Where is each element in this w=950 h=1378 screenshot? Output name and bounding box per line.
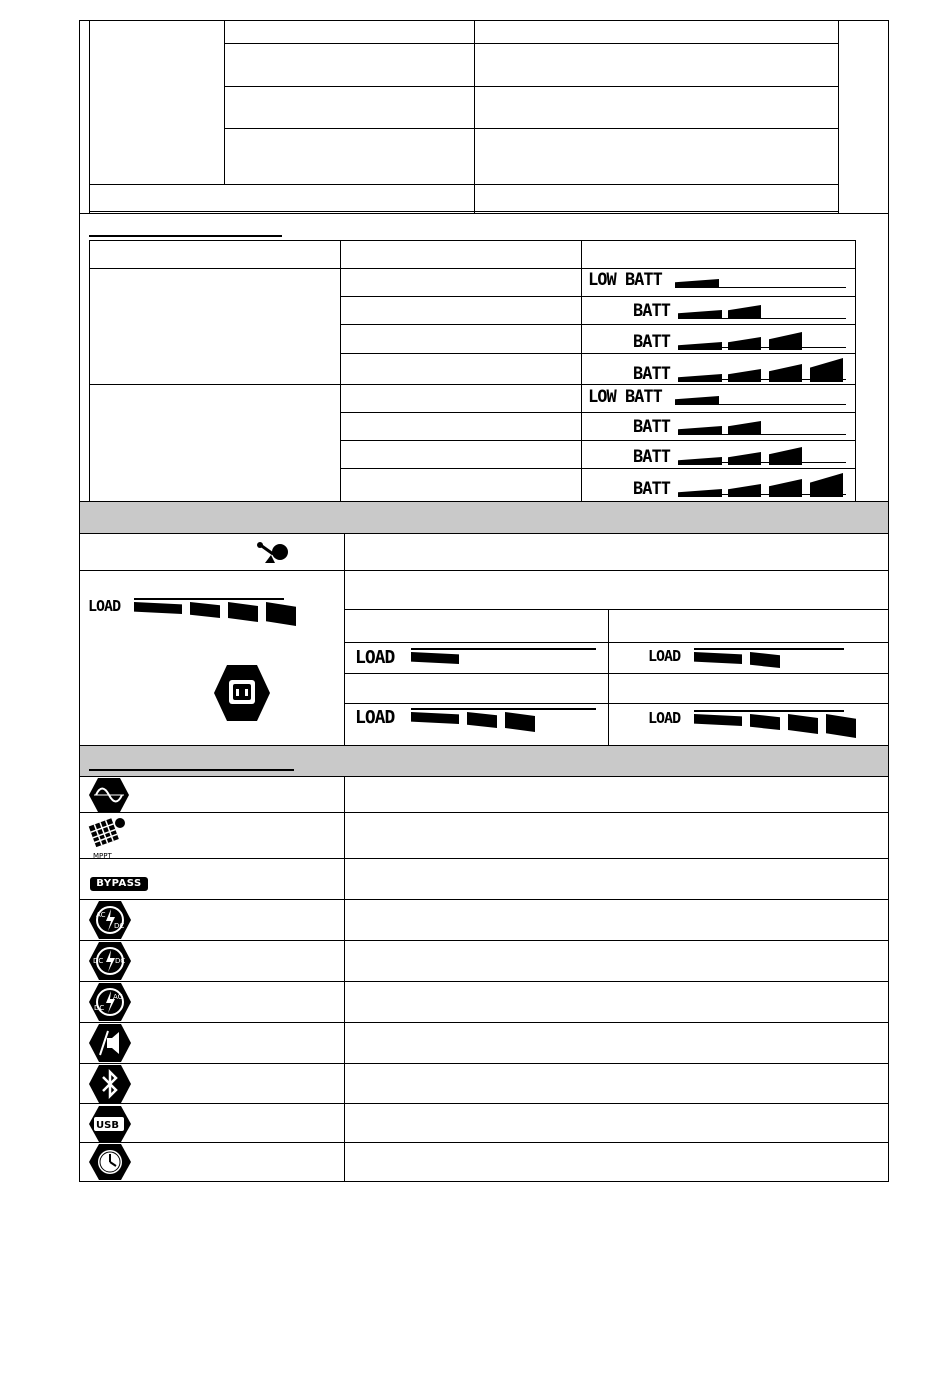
battery-indicator-label: BATT [633,417,670,437]
svg-text:DC: DC [94,1004,105,1012]
load-segment [694,714,742,726]
battery-segment [678,342,722,350]
battery-indicator-label: BATT [633,301,670,321]
battery-segment [678,489,722,497]
battery-segment [728,369,761,382]
battery-segment [678,374,722,382]
load-baseline [694,710,844,712]
load-level-3 [355,707,620,741]
usb-icon [88,1105,132,1143]
load-segment [228,602,258,622]
battery-indicator-label: BATT [633,364,670,384]
battery-segment [769,447,802,465]
load-segment [788,714,818,734]
load-baseline [411,708,596,710]
load-indicator-label: LOAD [88,597,121,615]
battery-level-indicator [583,387,853,415]
load-level-1 [355,647,620,681]
battery-indicator-label: LOW BATT [588,387,662,407]
battery-level-indicator [583,443,853,471]
svg-text:USB: USB [96,1120,119,1131]
bluetooth-icon [88,1064,132,1104]
load-main-indicator [88,597,318,631]
load-indicator-label: LOAD [355,647,395,668]
battery-indicator-label: LOW BATT [588,270,662,290]
load-indicator-label: LOAD [648,709,681,727]
battery-segment [728,421,761,434]
battery-segment [728,337,761,350]
load-segment [134,602,182,614]
solar-mppt-icon [86,813,132,859]
battery-level-indicator [583,270,853,298]
dc-to-dc-icon [88,941,132,981]
load-segment [411,712,459,724]
load-level-2 [648,647,878,681]
battery-segment [678,310,722,318]
svg-text:DC: DC [115,957,126,965]
battery-indicator-label: BATT [633,479,670,499]
battery-baseline [678,318,846,319]
load-baseline [134,598,284,600]
bypass-label: BYPASS [96,878,142,889]
ac-outlet-icon [213,663,271,723]
load-level-4 [648,709,878,743]
load-indicator-label: LOAD [648,647,681,665]
svg-text:DC: DC [93,957,104,965]
battery-level-indicator [583,299,853,327]
battery-segment [728,452,761,465]
battery-segment [769,364,802,382]
clock-icon [88,1143,132,1181]
battery-segment [769,332,802,350]
mute-icon [88,1023,132,1063]
battery-level-indicator [583,471,853,499]
battery-segment [728,305,761,318]
battery-indicator-label: BATT [633,447,670,467]
battery-segment [675,396,719,404]
load-segment [190,602,220,618]
bypass-icon [90,877,148,891]
battery-segment [675,279,719,287]
load-segment [467,712,497,728]
battery-segment [728,484,761,497]
load-segment [266,602,296,626]
load-indicator-label: LOAD [355,707,395,728]
load-segment [826,714,856,738]
overload-icon [255,541,291,565]
mppt-label: MPPT [93,852,112,859]
battery-segment [678,426,722,434]
battery-baseline [675,287,846,288]
battery-segment [769,479,802,497]
battery-level-indicator [583,356,853,384]
sine-wave-icon [88,777,130,813]
load-baseline [411,648,596,650]
svg-text:AC: AC [113,993,123,1001]
svg-text:AC: AC [96,911,106,919]
battery-segment [810,473,843,497]
svg-text:DC: DC [114,922,125,930]
icon-section-header-bar [80,746,888,776]
load-baseline [694,648,844,650]
dc-to-ac-icon [88,982,132,1022]
ac-to-dc-icon [88,900,132,940]
load-segment [750,714,780,730]
battery-baseline [675,404,846,405]
battery-baseline [678,434,846,435]
battery-indicator-label: BATT [633,332,670,352]
load-segment [694,652,742,664]
section-header-bar [80,502,888,533]
battery-segment [810,358,843,382]
battery-level-indicator [583,415,853,443]
load-segment [411,652,459,664]
load-segment [750,652,780,668]
battery-segment [678,457,722,465]
load-segment [505,712,535,732]
battery-level-indicator [583,328,853,356]
